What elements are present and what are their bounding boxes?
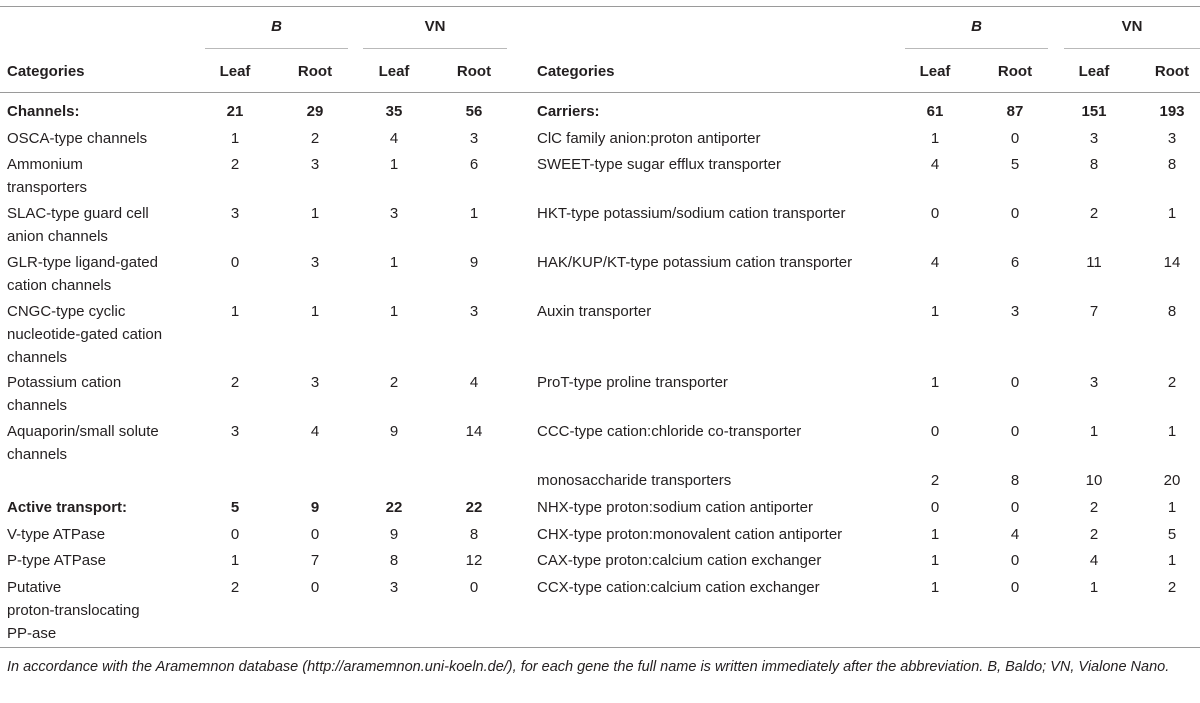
cell-value: 1	[1089, 579, 1099, 596]
section-value: 151	[1081, 103, 1107, 120]
column-header-root: Root	[297, 63, 333, 80]
cell-value: 1	[230, 303, 240, 320]
section-value: 22	[465, 499, 483, 516]
cell-value: 1	[469, 205, 479, 222]
cell-value: 0	[1010, 130, 1020, 147]
cell-value: 11	[1086, 254, 1102, 271]
section-value: 193	[1159, 103, 1185, 120]
cell-value: 1	[930, 579, 940, 596]
category-name: cation channels	[7, 277, 112, 294]
category-name: proton-translocating	[7, 602, 140, 619]
cell-value: 4	[930, 156, 940, 173]
cell-value: 4	[1089, 552, 1099, 569]
cell-value: 2	[1089, 499, 1099, 516]
section-label-active-transport: Active transport:	[7, 499, 128, 516]
column-header-root: Root	[997, 63, 1033, 80]
cell-value: 3	[230, 205, 240, 222]
top-rule	[0, 6, 1200, 7]
category-name: Potassium cation	[7, 374, 122, 391]
cell-value: 0	[310, 526, 320, 543]
cell-value: 5	[1167, 526, 1177, 543]
cell-value: 10	[1085, 472, 1103, 489]
cell-value: 9	[389, 526, 399, 543]
category-name: V-type ATPase	[7, 526, 106, 543]
cell-value: 3	[230, 423, 240, 440]
category-name: Aquaporin/small solute	[7, 423, 159, 440]
cell-value: 5	[1010, 156, 1020, 173]
cell-value: 1	[389, 303, 399, 320]
cell-value: 3	[310, 374, 320, 391]
column-header-root: Root	[456, 63, 492, 80]
group-rule-b-right	[905, 48, 1048, 49]
category-name: NHX-type proton:sodium cation antiporter	[537, 499, 813, 516]
cell-value: 1	[1167, 552, 1177, 569]
cell-value: 1	[930, 526, 940, 543]
category-name: transporters	[7, 179, 88, 196]
section-label-channels: Channels:	[7, 103, 80, 120]
category-name: GLR-type ligand-gated	[7, 254, 158, 271]
category-name: PP-ase	[7, 625, 57, 642]
cell-value: 14	[465, 423, 483, 440]
group-header-vn: VN	[424, 18, 446, 35]
cell-value: 8	[1167, 303, 1177, 320]
section-value: 9	[310, 499, 320, 516]
section-value: 22	[385, 499, 403, 516]
category-name: anion channels	[7, 228, 108, 245]
cell-value: 2	[1089, 205, 1099, 222]
category-name: monosaccharide transporters	[537, 472, 732, 489]
cell-value: 0	[1010, 205, 1020, 222]
cell-value: 2	[1167, 579, 1177, 596]
cell-value: 3	[389, 205, 399, 222]
cell-value: 1	[310, 303, 320, 320]
cell-value: 2	[230, 156, 240, 173]
category-name: channels	[7, 349, 68, 366]
cell-value: 1	[1089, 423, 1099, 440]
cell-value: 7	[310, 552, 320, 569]
cell-value: 2	[389, 374, 399, 391]
section-value: 21	[226, 103, 244, 120]
cell-value: 6	[1010, 254, 1020, 271]
cell-value: 1	[930, 130, 940, 147]
cell-value: 3	[469, 303, 479, 320]
cell-value: 20	[1163, 472, 1181, 489]
cell-value: 2	[230, 374, 240, 391]
cell-value: 1	[1167, 205, 1177, 222]
cell-value: 0	[1010, 499, 1020, 516]
section-value: 29	[306, 103, 324, 120]
cell-value: 3	[310, 254, 320, 271]
cell-value: 4	[1010, 526, 1020, 543]
category-name: Putative	[7, 579, 62, 596]
cell-value: 0	[230, 254, 240, 271]
cell-value: 3	[1089, 130, 1099, 147]
cell-value: 3	[469, 130, 479, 147]
cell-value: 3	[1089, 374, 1099, 391]
category-name: ClC family anion:proton antiporter	[537, 130, 761, 147]
cell-value: 8	[1167, 156, 1177, 173]
cell-value: 1	[930, 552, 940, 569]
column-header-leaf: Leaf	[1078, 63, 1110, 80]
cell-value: 0	[1010, 374, 1020, 391]
cell-value: 2	[230, 579, 240, 596]
category-name: Ammonium	[7, 156, 83, 173]
cell-value: 7	[1089, 303, 1099, 320]
cell-value: 0	[469, 579, 479, 596]
cell-value: 2	[1089, 526, 1099, 543]
table-footnote: In accordance with the Aramemnon database (http://aramemnon.uni-koeln.de/), for each gene the full name is written immediately after the abbreviation. B, Baldo; VN, Vialone Nano.	[7, 659, 1170, 675]
cell-value: 1	[389, 254, 399, 271]
cell-value: 1	[930, 303, 940, 320]
cell-value: 1	[1167, 423, 1177, 440]
group-rule-b-left	[205, 48, 348, 49]
cell-value: 9	[469, 254, 479, 271]
cell-value: 0	[1010, 423, 1020, 440]
column-header-categories: Categories	[537, 63, 615, 80]
cell-value: 0	[930, 499, 940, 516]
group-header-b: B	[971, 18, 982, 35]
cell-value: 0	[930, 423, 940, 440]
cell-value: 1	[230, 130, 240, 147]
column-header-leaf: Leaf	[919, 63, 951, 80]
category-name: CNGC-type cyclic	[7, 303, 126, 320]
cell-value: 2	[930, 472, 940, 489]
cell-value: 3	[1167, 130, 1177, 147]
category-name: ProT-type proline transporter	[537, 374, 728, 391]
cell-value: 9	[389, 423, 399, 440]
cell-value: 3	[310, 156, 320, 173]
category-name: nucleotide-gated cation	[7, 326, 163, 343]
category-name: channels	[7, 446, 68, 463]
category-name: Auxin transporter	[537, 303, 652, 320]
section-value: 61	[926, 103, 944, 120]
group-rule-vn-left	[363, 48, 507, 49]
category-name: SLAC-type guard cell	[7, 205, 149, 222]
category-name: OSCA-type channels	[7, 130, 148, 147]
header-rule	[0, 92, 1200, 93]
group-rule-vn-right	[1064, 48, 1200, 49]
section-value: 56	[465, 103, 483, 120]
section-value: 35	[385, 103, 403, 120]
cell-value: 0	[230, 526, 240, 543]
column-header-leaf: Leaf	[219, 63, 251, 80]
cell-value: 4	[930, 254, 940, 271]
category-name: P-type ATPase	[7, 552, 106, 569]
cell-value: 2	[310, 130, 320, 147]
category-name: channels	[7, 397, 68, 414]
category-name: CCC-type cation:chloride co-transporter	[537, 423, 802, 440]
cell-value: 6	[469, 156, 479, 173]
category-name: CHX-type proton:monovalent cation antiporter	[537, 526, 843, 543]
cell-value: 8	[469, 526, 479, 543]
cell-value: 3	[1010, 303, 1020, 320]
cell-value: 0	[930, 205, 940, 222]
cell-value: 0	[310, 579, 320, 596]
category-name: HAK/KUP/KT-type potassium cation transporter	[537, 254, 853, 271]
cell-value: 4	[469, 374, 479, 391]
cell-value: 4	[310, 423, 320, 440]
cell-value: 1	[1167, 499, 1177, 516]
category-name: CCX-type cation:calcium cation exchanger	[537, 579, 820, 596]
cell-value: 1	[230, 552, 240, 569]
cell-value: 3	[389, 579, 399, 596]
section-value: 87	[1006, 103, 1024, 120]
column-header-root: Root	[1154, 63, 1190, 80]
cell-value: 14	[1163, 254, 1181, 271]
cell-value: 0	[1010, 552, 1020, 569]
column-header-leaf: Leaf	[378, 63, 410, 80]
cell-value: 0	[1010, 579, 1020, 596]
section-label-carriers: Carriers:	[537, 103, 600, 120]
cell-value: 1	[930, 374, 940, 391]
category-name: CAX-type proton:calcium cation exchanger	[537, 552, 822, 569]
group-header-vn: VN	[1121, 18, 1143, 35]
cell-value: 4	[389, 130, 399, 147]
cell-value: 8	[1089, 156, 1099, 173]
category-name: SWEET-type sugar efflux transporter	[537, 156, 781, 173]
category-name: HKT-type potassium/sodium cation transporter	[537, 205, 846, 222]
cell-value: 1	[310, 205, 320, 222]
section-value: 5	[230, 499, 240, 516]
cell-value: 1	[389, 156, 399, 173]
cell-value: 8	[389, 552, 399, 569]
cell-value: 12	[465, 552, 483, 569]
cell-value: 2	[1167, 374, 1177, 391]
bottom-rule	[0, 647, 1200, 648]
cell-value: 8	[1010, 472, 1020, 489]
group-header-b: B	[271, 18, 282, 35]
column-header-categories: Categories	[7, 63, 85, 80]
